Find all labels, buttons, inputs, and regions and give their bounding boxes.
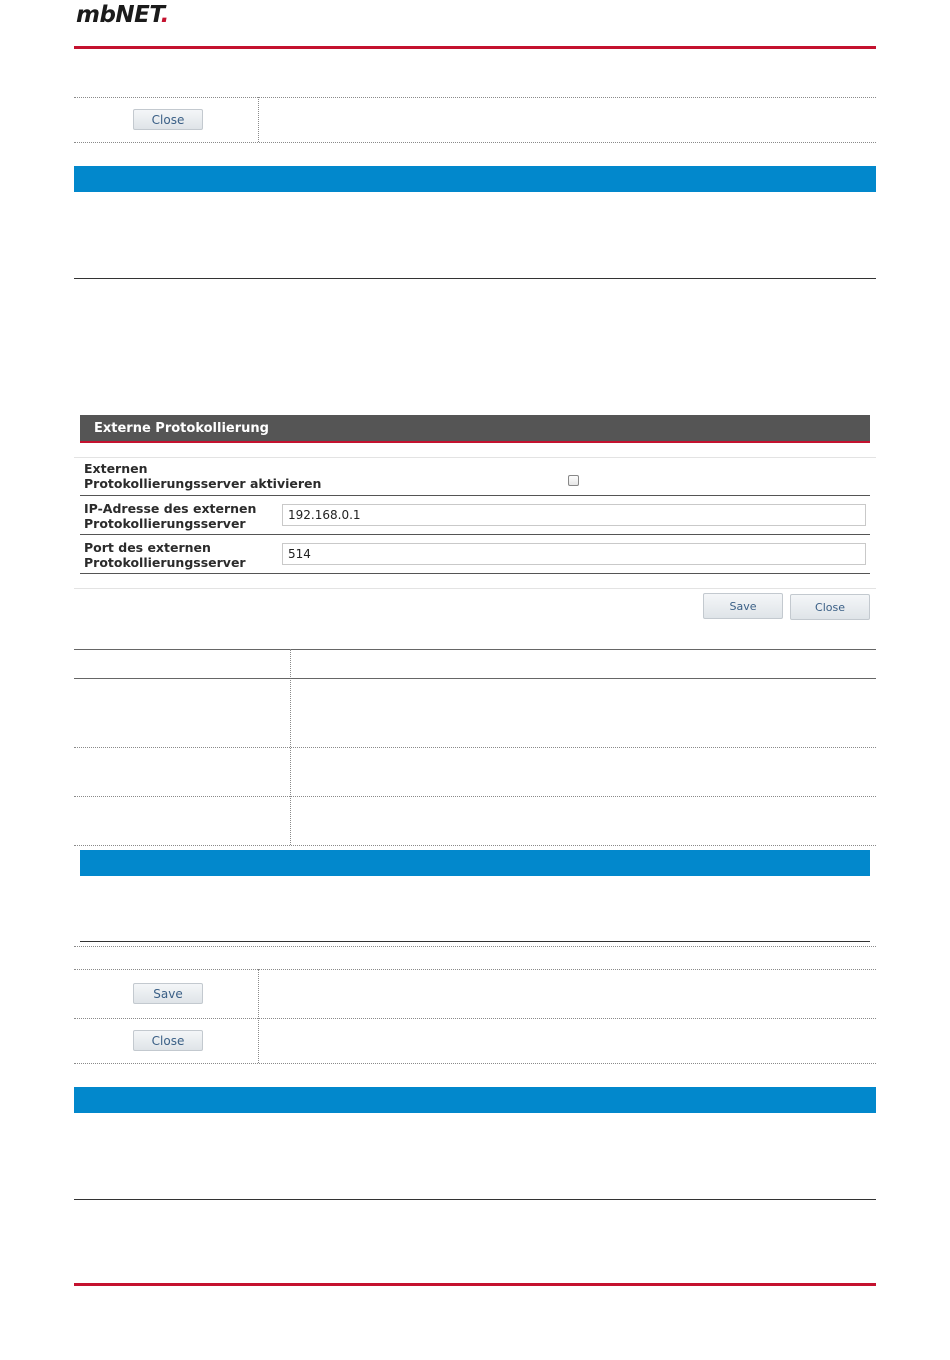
note-bar [74,1087,876,1113]
note-bottom-rule [74,278,876,279]
table-column-divider [258,97,259,142]
desc-table-top [74,649,876,650]
label-enable-external-logging [84,461,321,491]
desc-table-header-rule [74,678,876,679]
panel-divider [74,457,876,458]
note-bar [74,166,876,192]
table-row-rule [74,969,876,970]
header-rule [74,46,876,49]
ip-address-input[interactable] [282,504,866,526]
label-port [84,540,246,570]
logo-dot: . [160,2,169,28]
label-line: Port des externen [84,540,211,555]
label-line: Protokollierungsserver [84,555,246,570]
note-bottom-rule [80,941,870,942]
note-bottom-rule [74,1199,876,1200]
row-divider [80,495,870,496]
label-line: IP-Adresse des externen [84,501,257,516]
table-border-top [74,97,876,98]
logo-brand: mbNET [76,2,161,28]
label-ip-address [84,501,256,531]
port-input[interactable] [282,543,866,565]
panel-save-button[interactable]: Save [703,593,783,619]
desc-table-bottom [74,845,876,846]
panel-close-button[interactable]: Close [790,594,870,620]
row-divider [80,573,870,574]
save-button[interactable]: Save [133,983,203,1004]
label-line: Protokollierungsserver [84,516,246,531]
enable-logging-checkbox[interactable] [568,475,579,486]
table-border-top [74,946,876,947]
table-column-divider [258,969,259,1063]
desc-table-row-rule [74,747,876,748]
desc-table-row-rule [74,796,876,797]
close-button[interactable]: Close [133,109,203,130]
table-row-rule [74,1018,876,1019]
row-divider [80,534,870,535]
note-bar [80,850,870,876]
table-border-bottom [74,142,876,143]
panel-divider [74,588,876,589]
label-line: Externen [84,461,148,476]
panel-title: Externe Protokollierung [80,415,870,443]
table-border-bottom [74,1063,876,1064]
label-line: Protokollierungsserver aktivieren [84,476,322,491]
mbnet-logo [76,2,169,28]
close-button[interactable]: Close [133,1030,203,1051]
footer-rule [74,1283,876,1286]
